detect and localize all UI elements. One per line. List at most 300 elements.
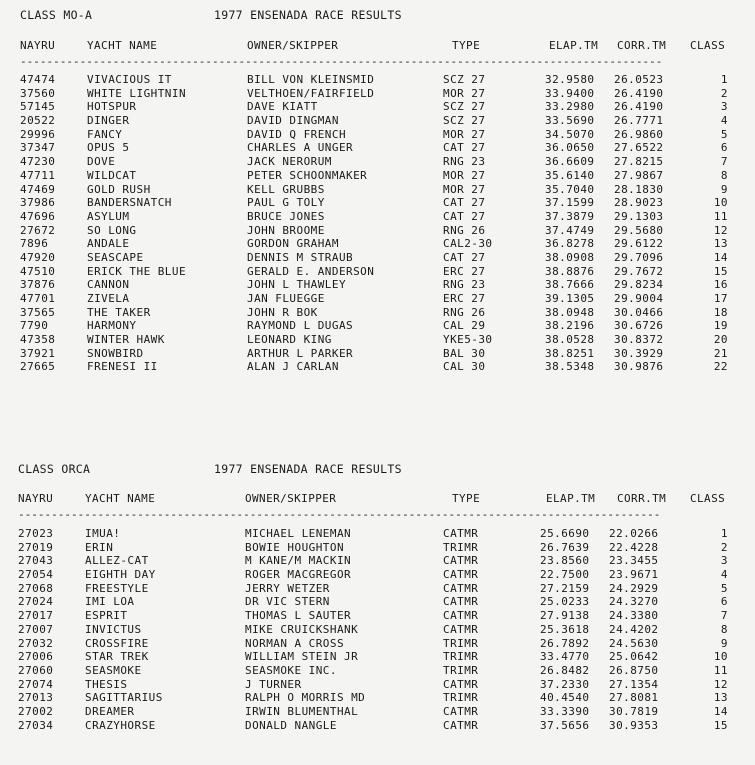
elapsed-time: 38.7666 [545, 278, 595, 292]
class-place: 8 [720, 622, 728, 636]
elapsed-time: 26.7892 [540, 636, 590, 650]
boat-type: CAL2-30 [443, 237, 493, 251]
boat-type: MOR 27 [443, 86, 486, 100]
yacht-number: 47920 [20, 250, 56, 264]
table-row [0, 333, 755, 347]
elapsed-time: 38.2196 [545, 319, 595, 333]
class-place: 12 [713, 223, 728, 237]
yacht-number: 27043 [18, 554, 54, 568]
class-place: 1 [720, 527, 728, 540]
owner-skipper: BOWIE HOUGHTON [245, 540, 345, 554]
yacht-number: 47711 [20, 168, 56, 182]
yacht-name: FRENESI II [87, 360, 158, 374]
corrected-time: 26.8750 [609, 663, 659, 677]
owner-skipper: MICHAEL LENEMAN [245, 527, 352, 540]
corrected-time: 29.8234 [614, 278, 664, 292]
class-label: CLASS MO-A [20, 8, 93, 22]
header-class: CLASS [690, 39, 726, 52]
owner-skipper: ARTHUR L PARKER [247, 346, 354, 360]
elapsed-time: 37.2330 [540, 677, 590, 691]
yacht-number: 27665 [20, 360, 56, 374]
yacht-number: 47358 [20, 333, 56, 347]
table-row [0, 224, 755, 238]
elapsed-time: 34.5070 [545, 127, 595, 141]
boat-type: CATMR [443, 609, 479, 623]
owner-skipper: RALPH O MORRIS MD [245, 691, 366, 705]
corrected-time: 24.3270 [609, 595, 659, 609]
corrected-time: 26.9860 [614, 127, 664, 141]
yacht-number: 29996 [20, 127, 56, 141]
yacht-name: ASYLUM [87, 209, 130, 223]
table-row [0, 623, 755, 637]
boat-type: TRIMR [443, 650, 479, 664]
elapsed-time: 38.0528 [545, 333, 595, 347]
table-row [0, 169, 755, 183]
owner-skipper: BILL VON KLEINSMID [247, 73, 375, 86]
elapsed-time: 36.6609 [545, 155, 595, 169]
yacht-number: 27006 [18, 650, 54, 664]
header-type: TYPE [452, 39, 481, 52]
table-row [0, 541, 755, 555]
class-place: 1 [720, 73, 728, 86]
header-corr: CORR.TM [617, 492, 667, 505]
elapsed-time: 37.1599 [545, 196, 595, 210]
yacht-name: SEASCAPE [87, 250, 144, 264]
owner-skipper: BRUCE JONES [247, 209, 325, 223]
owner-skipper: DR VIC STERN [245, 595, 330, 609]
owner-skipper: JERRY WETZER [245, 581, 330, 595]
elapsed-time: 33.5690 [545, 114, 595, 128]
elapsed-time: 26.8482 [540, 663, 590, 677]
class-place: 15 [713, 718, 728, 732]
owner-skipper: J TURNER [245, 677, 302, 691]
corrected-time: 26.4190 [614, 100, 664, 114]
yacht-number: 27060 [18, 663, 54, 677]
class-place: 3 [720, 100, 728, 114]
owner-skipper: VELTHOEN/FAIRFIELD [247, 86, 375, 100]
class-place: 13 [713, 691, 728, 705]
elapsed-time: 37.3879 [545, 209, 595, 223]
table-row [0, 554, 755, 568]
column-headers [0, 492, 755, 512]
corrected-time: 23.9671 [609, 568, 659, 582]
section-title-line [0, 462, 755, 482]
boat-type: CATMR [443, 622, 479, 636]
yacht-name: WHITE LIGHTNIN [87, 86, 187, 100]
class-place: 10 [713, 650, 728, 664]
corrected-time: 26.0523 [614, 73, 664, 86]
table-row [0, 183, 755, 197]
elapsed-time: 35.7040 [545, 182, 595, 196]
corrected-time: 30.8372 [614, 333, 664, 347]
yacht-number: 27013 [18, 691, 54, 705]
yacht-name: GOLD RUSH [87, 182, 151, 196]
class-place: 11 [713, 663, 728, 677]
corrected-time: 29.9004 [614, 292, 664, 305]
yacht-name: IMUA! [85, 527, 121, 540]
table-row [0, 609, 755, 623]
class-place: 6 [720, 141, 728, 155]
yacht-number: 27068 [18, 581, 54, 595]
class-place: 17 [713, 292, 728, 305]
yacht-number: 7896 [20, 237, 49, 251]
table-row [0, 265, 755, 279]
yacht-name: FREESTYLE [85, 581, 149, 595]
yacht-name: EIGHTH DAY [85, 568, 156, 582]
yacht-name: ERIN [85, 540, 114, 554]
yacht-number: 37560 [20, 86, 56, 100]
elapsed-time: 27.9138 [540, 609, 590, 623]
class-label: CLASS ORCA [18, 462, 91, 476]
yacht-number: 37986 [20, 196, 56, 210]
table-row [0, 705, 755, 719]
elapsed-time: 33.9400 [545, 86, 595, 100]
table-row [0, 582, 755, 596]
owner-skipper: WILLIAM STEIN JR [245, 650, 359, 664]
boat-type: CAT 27 [443, 196, 486, 210]
divider: ------------------------------------------------------------------------------------------------- [20, 55, 663, 68]
owner-skipper: GORDON GRAHAM [247, 237, 339, 251]
class-place: 20 [713, 333, 728, 347]
yacht-name: THE TAKER [87, 305, 151, 319]
class-place: 9 [720, 636, 728, 650]
boat-type: BAL 30 [443, 346, 486, 360]
owner-skipper: DENNIS M STRAUB [247, 250, 354, 264]
owner-skipper: THOMAS L SAUTER [245, 609, 352, 623]
header-type: TYPE [452, 492, 481, 505]
table-row [0, 155, 755, 169]
corrected-time: 24.3380 [609, 609, 659, 623]
yacht-number: 27074 [18, 677, 54, 691]
yacht-name: SO LONG [87, 223, 137, 237]
yacht-name: OPUS 5 [87, 141, 130, 155]
table-row [0, 691, 755, 705]
yacht-name: WILDCAT [87, 168, 137, 182]
corrected-time: 26.4190 [614, 86, 664, 100]
corrected-time: 27.1354 [609, 677, 659, 691]
owner-skipper: DAVE KIATT [247, 100, 318, 114]
elapsed-time: 35.6140 [545, 168, 595, 182]
owner-skipper: CHARLES A UNGER [247, 141, 354, 155]
table-row [0, 568, 755, 582]
yacht-name: ALLEZ-CAT [85, 554, 149, 568]
yacht-number: 27024 [18, 595, 54, 609]
table-row [0, 278, 755, 292]
boat-type: MOR 27 [443, 182, 486, 196]
yacht-name: ERICK THE BLUE [87, 264, 187, 278]
boat-type: RNG 26 [443, 305, 486, 319]
owner-skipper: ALAN J CARLAN [247, 360, 339, 374]
boat-type: CATMR [443, 595, 479, 609]
owner-skipper: DONALD NANGLE [245, 718, 337, 732]
elapsed-time: 26.7639 [540, 540, 590, 554]
corrected-time: 29.1303 [614, 209, 664, 223]
class-place: 21 [713, 346, 728, 360]
race-title: 1977 ENSENADA RACE RESULTS [214, 462, 402, 476]
table-row [0, 360, 755, 374]
elapsed-time: 38.5348 [545, 360, 595, 374]
table-row [0, 527, 755, 541]
corrected-time: 24.5630 [609, 636, 659, 650]
corrected-time: 30.6726 [614, 319, 664, 333]
class-place: 3 [720, 554, 728, 568]
elapsed-time: 23.8560 [540, 554, 590, 568]
corrected-time: 28.9023 [614, 196, 664, 210]
yacht-name: CRAZYHORSE [85, 718, 156, 732]
elapsed-time: 37.5656 [540, 718, 590, 732]
yacht-number: 37347 [20, 141, 56, 155]
elapsed-time: 33.3390 [540, 704, 590, 718]
boat-type: SCZ 27 [443, 114, 486, 128]
class-place: 11 [713, 209, 728, 223]
table-row [0, 196, 755, 210]
corrected-time: 28.1830 [614, 182, 664, 196]
corrected-time: 30.0466 [614, 305, 664, 319]
class-place: 12 [713, 677, 728, 691]
corrected-time: 29.5680 [614, 223, 664, 237]
section-mo-a [0, 8, 755, 374]
owner-skipper: JOHN BROOME [247, 223, 325, 237]
corrected-time: 30.7819 [609, 704, 659, 718]
header-elap: ELAP.TM [546, 492, 596, 505]
corrected-time: 24.2929 [609, 581, 659, 595]
elapsed-time: 36.0650 [545, 141, 595, 155]
yacht-name: THESIS [85, 677, 128, 691]
owner-skipper: RAYMOND L DUGAS [247, 319, 354, 333]
elapsed-time: 36.8278 [545, 237, 595, 251]
yacht-number: 37921 [20, 346, 56, 360]
header-elap: ELAP.TM [549, 39, 599, 52]
boat-type: RNG 23 [443, 155, 486, 169]
class-place: 2 [720, 540, 728, 554]
corrected-time: 30.9353 [609, 718, 659, 732]
table-row [0, 306, 755, 320]
owner-skipper: PAUL G TOLY [247, 196, 325, 210]
results-table-mo-a [0, 73, 755, 374]
table-row [0, 292, 755, 306]
section-orca [0, 462, 755, 732]
table-row [0, 637, 755, 651]
boat-type: SCZ 27 [443, 73, 486, 86]
yacht-number: 27034 [18, 718, 54, 732]
table-row [0, 114, 755, 128]
yacht-name: DOVE [87, 155, 116, 169]
yacht-name: ANDALE [87, 237, 130, 251]
boat-type: RNG 26 [443, 223, 486, 237]
race-title: 1977 ENSENADA RACE RESULTS [214, 8, 402, 22]
class-place: 19 [713, 319, 728, 333]
yacht-number: 37876 [20, 278, 56, 292]
corrected-time: 25.0642 [609, 650, 659, 664]
yacht-number: 20522 [20, 114, 56, 128]
table-row [0, 100, 755, 114]
elapsed-time: 40.4540 [540, 691, 590, 705]
yacht-name: INVICTUS [85, 622, 142, 636]
yacht-number: 27054 [18, 568, 54, 582]
elapsed-time: 32.9580 [545, 73, 595, 86]
corrected-time: 27.8081 [609, 691, 659, 705]
yacht-number: 7790 [20, 319, 49, 333]
yacht-name: WINTER HAWK [87, 333, 165, 347]
corrected-time: 27.6522 [614, 141, 664, 155]
class-place: 14 [713, 250, 728, 264]
owner-skipper: ROGER MACGREGOR [245, 568, 352, 582]
boat-type: CAT 27 [443, 209, 486, 223]
results-table-orca [0, 527, 755, 732]
owner-skipper: SEASMOKE INC. [245, 663, 337, 677]
boat-type: ERC 27 [443, 264, 486, 278]
boat-type: CATMR [443, 527, 479, 540]
elapsed-time: 25.6690 [540, 527, 590, 540]
class-place: 4 [720, 568, 728, 582]
yacht-name: SAGITTARIUS [85, 691, 163, 705]
elapsed-time: 39.1305 [545, 292, 595, 305]
elapsed-time: 38.8251 [545, 346, 595, 360]
yacht-number: 57145 [20, 100, 56, 114]
boat-type: ERC 27 [443, 292, 486, 305]
table-row [0, 347, 755, 361]
yacht-number: 27002 [18, 704, 54, 718]
elapsed-time: 25.0233 [540, 595, 590, 609]
yacht-number: 27032 [18, 636, 54, 650]
class-place: 15 [713, 264, 728, 278]
owner-skipper: PETER SCHOONMAKER [247, 168, 368, 182]
yacht-name: ESPRIT [85, 609, 128, 623]
class-place: 18 [713, 305, 728, 319]
header-nayru: NAYRU [20, 39, 56, 52]
owner-skipper: MIKE CRUICKSHANK [245, 622, 359, 636]
boat-type: CAL 30 [443, 360, 486, 374]
header-owner: OWNER/SKIPPER [245, 492, 337, 505]
yacht-number: 37565 [20, 305, 56, 319]
yacht-name: HARMONY [87, 319, 137, 333]
header-nayru: NAYRU [18, 492, 54, 505]
table-row [0, 595, 755, 609]
boat-type: MOR 27 [443, 127, 486, 141]
table-row [0, 251, 755, 265]
boat-type: CATMR [443, 554, 479, 568]
boat-type: TRIMR [443, 691, 479, 705]
boat-type: MOR 27 [443, 168, 486, 182]
boat-type: CAT 27 [443, 250, 486, 264]
elapsed-time: 22.7500 [540, 568, 590, 582]
yacht-name: SEASMOKE [85, 663, 142, 677]
table-row [0, 128, 755, 142]
table-row [0, 719, 755, 733]
class-place: 13 [713, 237, 728, 251]
owner-skipper: IRWIN BLUMENTHAL [245, 704, 359, 718]
boat-type: CATMR [443, 568, 479, 582]
class-place: 22 [713, 360, 728, 374]
corrected-time: 27.8215 [614, 155, 664, 169]
corrected-time: 22.4228 [609, 540, 659, 554]
table-row [0, 87, 755, 101]
yacht-name: CANNON [87, 278, 130, 292]
header-owner: OWNER/SKIPPER [247, 39, 339, 52]
corrected-time: 27.9867 [614, 168, 664, 182]
table-row [0, 73, 755, 87]
yacht-name: SNOWBIRD [87, 346, 144, 360]
boat-type: CATMR [443, 581, 479, 595]
table-row [0, 237, 755, 251]
owner-skipper: NORMAN A CROSS [245, 636, 345, 650]
elapsed-time: 33.2980 [545, 100, 595, 114]
yacht-name: IMI LOA [85, 595, 135, 609]
yacht-number: 47701 [20, 292, 56, 305]
class-place: 2 [720, 86, 728, 100]
boat-type: SCZ 27 [443, 100, 486, 114]
yacht-name: HOTSPUR [87, 100, 137, 114]
yacht-number: 47474 [20, 73, 56, 86]
owner-skipper: JOHN L THAWLEY [247, 278, 347, 292]
yacht-number: 27023 [18, 527, 54, 540]
yacht-name: DINGER [87, 114, 130, 128]
header-yacht-name: YACHT NAME [85, 492, 156, 505]
class-place: 5 [720, 127, 728, 141]
yacht-name: FANCY [87, 127, 123, 141]
corrected-time: 26.7771 [614, 114, 664, 128]
header-corr: CORR.TM [617, 39, 667, 52]
class-place: 4 [720, 114, 728, 128]
boat-type: CATMR [443, 677, 479, 691]
class-place: 8 [720, 168, 728, 182]
yacht-name: CROSSFIRE [85, 636, 149, 650]
corrected-time: 22.0266 [609, 527, 659, 540]
elapsed-time: 38.8876 [545, 264, 595, 278]
yacht-number: 27672 [20, 223, 56, 237]
column-headers [0, 39, 755, 59]
corrected-time: 29.7096 [614, 250, 664, 264]
header-yacht-name: YACHT NAME [87, 39, 158, 52]
owner-skipper: DAVID Q FRENCH [247, 127, 347, 141]
class-place: 6 [720, 595, 728, 609]
divider: ------------------------------------------------------------------------------------------------- [18, 508, 661, 521]
yacht-number: 47469 [20, 182, 56, 196]
class-place: 14 [713, 704, 728, 718]
table-row [0, 664, 755, 678]
yacht-name: STAR TREK [85, 650, 149, 664]
yacht-name: BANDERSNATCH [87, 196, 172, 210]
owner-skipper: GERALD E. ANDERSON [247, 264, 375, 278]
yacht-number: 27017 [18, 609, 54, 623]
elapsed-time: 33.4770 [540, 650, 590, 664]
boat-type: TRIMR [443, 540, 479, 554]
class-place: 9 [720, 182, 728, 196]
owner-skipper: JOHN R BOK [247, 305, 318, 319]
class-place: 16 [713, 278, 728, 292]
owner-skipper: JAN FLUEGGE [247, 292, 325, 305]
elapsed-time: 38.0908 [545, 250, 595, 264]
boat-type: TRIMR [443, 663, 479, 677]
yacht-number: 27019 [18, 540, 54, 554]
yacht-name: VIVACIOUS IT [87, 73, 172, 86]
table-row [0, 210, 755, 224]
yacht-number: 27007 [18, 622, 54, 636]
owner-skipper: KELL GRUBBS [247, 182, 325, 196]
yacht-number: 47696 [20, 209, 56, 223]
owner-skipper: LEONARD KING [247, 333, 332, 347]
table-row [0, 650, 755, 664]
yacht-number: 47510 [20, 264, 56, 278]
elapsed-time: 25.3618 [540, 622, 590, 636]
class-place: 7 [720, 609, 728, 623]
corrected-time: 30.3929 [614, 346, 664, 360]
header-class: CLASS [690, 492, 726, 505]
table-row [0, 141, 755, 155]
yacht-number: 47230 [20, 155, 56, 169]
class-place: 10 [713, 196, 728, 210]
section-title-line [0, 8, 755, 28]
